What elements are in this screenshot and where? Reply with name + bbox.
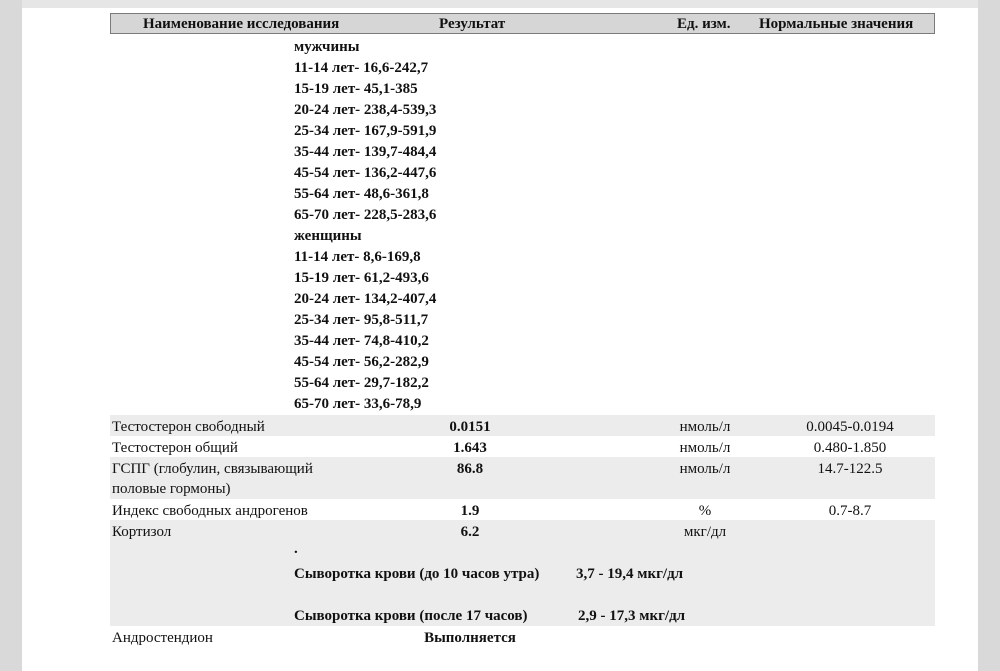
test-unit: нмоль/л: [679, 440, 731, 456]
men-range: 45-54 лет- 136,2-447,6: [294, 165, 437, 181]
test-norm: 0.480-1.850: [813, 440, 887, 456]
header-name: Наименование исследования: [143, 16, 340, 32]
men-range: 20-24 лет- 238,4-539,3: [294, 102, 437, 118]
women-range: 20-24 лет- 134,2-407,4: [294, 291, 437, 307]
test-result: 1.9: [460, 503, 480, 519]
test-unit: мкг/дл: [683, 524, 727, 540]
cortisol-morning-value: 3,7 - 19,4 мкг/дл: [576, 566, 684, 582]
test-name: Кортизол: [112, 524, 172, 540]
page-edge-left: [0, 0, 22, 671]
reference-ranges: [294, 37, 436, 415]
page-edge-right: [978, 0, 1000, 671]
women-range: 35-44 лет- 74,8-410,2: [294, 333, 429, 349]
test-unit: %: [698, 503, 712, 519]
header-unit: Ед. изм.: [677, 16, 731, 32]
table-row: [110, 415, 935, 436]
men-title: мужчины: [294, 39, 360, 55]
table-row: [110, 457, 935, 499]
table-header: [110, 13, 935, 34]
women-range: 11-14 лет- 8,6-169,8: [294, 249, 421, 265]
men-range: 35-44 лет- 139,7-484,4: [294, 144, 437, 160]
women-title: женщины: [294, 228, 362, 244]
test-norm: 14.7-122.5: [817, 461, 883, 477]
men-range: 11-14 лет- 16,6-242,7: [294, 60, 429, 76]
table-row: [110, 436, 935, 457]
test-result: Выполняется: [424, 630, 516, 646]
cortisol-note-dot: .: [294, 541, 298, 557]
cortisol-evening-value: 2,9 - 17,3 мкг/дл: [578, 608, 686, 624]
test-unit: нмоль/л: [679, 461, 731, 477]
header-norm: Нормальные значения: [759, 16, 914, 32]
page-edge-top: [0, 0, 1000, 8]
test-unit: нмоль/л: [679, 419, 731, 435]
header-result: Результат: [439, 16, 506, 32]
women-range: 65-70 лет- 33,6-78,9: [294, 396, 422, 412]
test-name: Тестостерон общий: [112, 440, 238, 456]
men-range: 15-19 лет- 45,1-385: [294, 81, 418, 97]
test-result: 6.2: [460, 524, 480, 540]
women-range: 15-19 лет- 61,2-493,6: [294, 270, 429, 286]
test-norm: 0.7-8.7: [828, 503, 872, 519]
men-range: 65-70 лет- 228,5-283,6: [294, 207, 437, 223]
test-result: 1.643: [453, 440, 487, 456]
men-range: 55-64 лет- 48,6-361,8: [294, 186, 429, 202]
table-row: [110, 499, 935, 520]
test-name: ГСПГ (глобулин, связывающий половые гормоны): [112, 461, 313, 497]
test-name: Тестостерон свободный: [112, 419, 265, 435]
test-result: 86.8: [456, 461, 484, 477]
test-result: 0.0151: [449, 419, 491, 435]
test-norm: 0.0045-0.0194: [806, 419, 894, 435]
women-range: 45-54 лет- 56,2-282,9: [294, 354, 429, 370]
table-row: [110, 626, 935, 647]
women-range: 25-34 лет- 95,8-511,7: [294, 312, 429, 328]
cortisol-evening-label: Сыворотка крови (после 17 часов): [294, 608, 528, 624]
men-range: 25-34 лет- 167,9-591,9: [294, 123, 437, 139]
women-range: 55-64 лет- 29,7-182,2: [294, 375, 429, 391]
cortisol-morning-label: Сыворотка крови (до 10 часов утра): [294, 566, 540, 582]
test-name: Андростендион: [112, 630, 213, 646]
test-name: Индекс свободных андрогенов: [112, 503, 308, 519]
